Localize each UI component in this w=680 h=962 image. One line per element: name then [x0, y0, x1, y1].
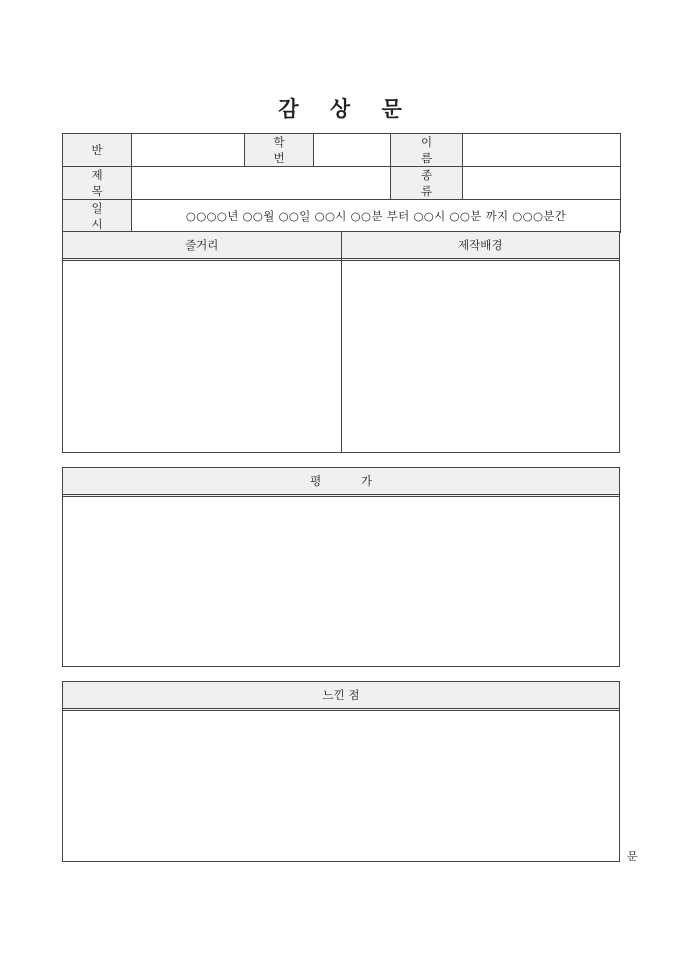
evaluation-header: 평 가: [63, 468, 619, 497]
name-label: 이 름: [391, 134, 463, 167]
plot-header: 줄거리: [63, 232, 341, 261]
impressions-section: [62, 681, 620, 862]
plot-column: [63, 232, 341, 452]
info-table: [62, 133, 621, 233]
subject-field[interactable]: [132, 167, 391, 200]
info-row-1: [63, 134, 621, 167]
student-no-field[interactable]: [314, 134, 391, 167]
evaluation-body[interactable]: [63, 497, 619, 665]
student-no-label: 학 번: [245, 134, 314, 167]
subject-label: 제 목: [63, 167, 132, 200]
background-body[interactable]: [342, 261, 620, 451]
plot-background-section: [62, 231, 620, 453]
class-label: 반: [63, 134, 132, 167]
datetime-field[interactable]: ○○○○년 ○○월 ○○일 ○○시 ○○분 부터 ○○시 ○○분 까지 ○○○분간: [132, 200, 621, 233]
genre-field[interactable]: [463, 167, 621, 200]
background-column: [341, 232, 620, 452]
page-title: 감 상 문: [278, 97, 414, 121]
genre-label: 종 류: [391, 167, 463, 200]
impressions-header: 느낀 점: [63, 682, 619, 711]
evaluation-section: [62, 467, 620, 667]
name-field[interactable]: [463, 134, 621, 167]
class-field[interactable]: [132, 134, 245, 167]
info-row-3: [63, 200, 621, 233]
background-header: 제작배경: [342, 232, 620, 261]
info-row-2: [63, 167, 621, 200]
datetime-label: 일 시: [63, 200, 132, 233]
impressions-body[interactable]: [63, 711, 619, 860]
margin-text: 문: [627, 850, 638, 863]
plot-body[interactable]: [63, 261, 341, 451]
